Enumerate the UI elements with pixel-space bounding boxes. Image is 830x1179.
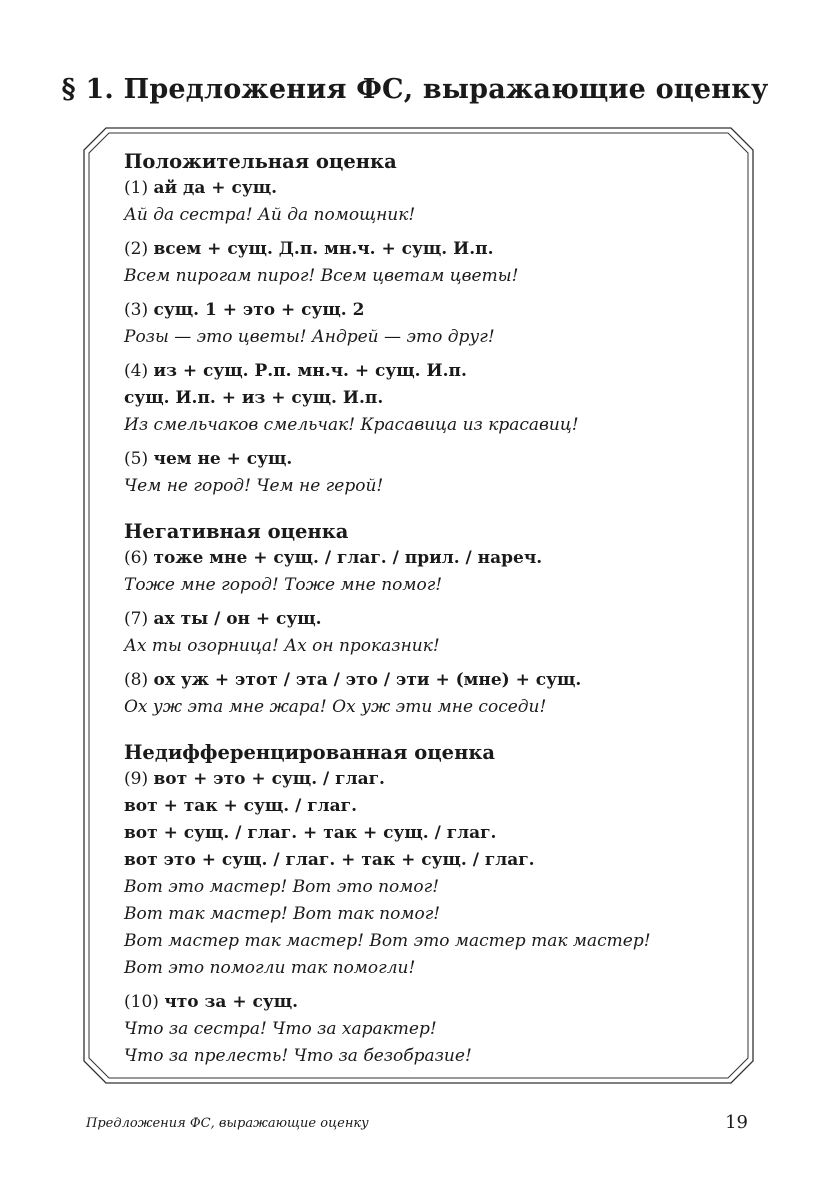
formula-pattern: вот + это + сущ. / глаг.	[153, 769, 385, 789]
formula-item	[124, 446, 724, 500]
example-sentence: Розы — это цветы! Андрей — это друг!	[124, 327, 495, 347]
example-sentence: Вот это помогли так помогли!	[124, 958, 416, 978]
example-sentence: Вот это мастер! Вот это помог!	[124, 877, 440, 897]
example-sentence: Чем не город! Чем не герой!	[124, 476, 384, 496]
example-sentence: Ох уж эта мне жара! Ох уж эти мне соседи!	[124, 697, 547, 717]
formula-number: (9)	[124, 769, 149, 789]
formula-pattern: чем не + сущ.	[153, 449, 293, 469]
formula-item	[124, 175, 724, 229]
section-2	[124, 518, 724, 721]
example-sentence: Вот мастер так мастер! Вот это мастер так мастер!	[124, 931, 651, 951]
example-sentence: Что за прелесть! Что за безобразие!	[124, 1046, 472, 1066]
formula-line	[124, 236, 724, 263]
formula-line	[124, 297, 724, 324]
formula-line	[124, 793, 724, 820]
formula-pattern: сущ. 1 + это + сущ. 2	[153, 300, 365, 320]
example-sentence: Тоже мне город! Тоже мне помог!	[124, 575, 443, 595]
formula-pattern: вот + так + сущ. / глаг.	[124, 796, 358, 816]
formula-pattern: всем + сущ. Д.п. мн.ч. + сущ. И.п.	[153, 239, 494, 259]
formula-line	[124, 989, 724, 1016]
formula-number: (6)	[124, 548, 149, 568]
section-heading: Положительная оценка	[124, 150, 397, 173]
formula-number: (10)	[124, 992, 159, 1012]
formula-line	[124, 446, 724, 473]
formula-pattern: вот это + сущ. / глаг. + так + сущ. / глаг.	[124, 850, 535, 870]
formula-number: (4)	[124, 361, 149, 381]
formula-line	[124, 545, 724, 572]
section-heading: Негативная оценка	[124, 520, 349, 543]
formula-number: (5)	[124, 449, 149, 469]
formula-line	[124, 667, 724, 694]
formula-line	[124, 606, 724, 633]
formula-number: (2)	[124, 239, 149, 259]
example-sentence: Что за сестра! Что за характер!	[124, 1019, 437, 1039]
formula-line	[124, 766, 724, 793]
formula-item	[124, 297, 724, 351]
formula-number: (7)	[124, 609, 149, 629]
formula-item	[124, 667, 724, 721]
section-heading: Недифференцированная оценка	[124, 741, 496, 764]
formula-pattern: тоже мне + сущ. / глаг. / прил. / нареч.	[153, 548, 543, 568]
formula-line	[124, 847, 724, 874]
section-3	[124, 739, 724, 1070]
page-title: § 1. Предложения ФС, выражающие оценку	[61, 74, 769, 105]
formula-pattern: ох уж + этот / эта / это / эти + (мне) + сущ.	[153, 670, 582, 690]
formula-item	[124, 766, 724, 982]
formula-item	[124, 236, 724, 290]
formula-number: (1)	[124, 178, 149, 198]
example-sentence: Из смельчаков смельчак! Красавица из красавиц!	[124, 415, 579, 435]
formula-item	[124, 545, 724, 599]
example-sentence: Всем пирогам пирог! Всем цветам цветы!	[124, 266, 519, 286]
formula-item	[124, 989, 724, 1070]
formula-item	[124, 358, 724, 439]
formula-pattern: из + сущ. Р.п. мн.ч. + сущ. И.п.	[153, 361, 467, 381]
example-sentence: Ай да сестра! Ай да помощник!	[124, 205, 416, 225]
example-sentence: Вот так мастер! Вот так помог!	[124, 904, 441, 924]
formula-line	[124, 175, 724, 202]
formula-list	[124, 148, 724, 1077]
formula-pattern: ах ты / он + сущ.	[153, 609, 322, 629]
section-1	[124, 148, 724, 500]
page-number: 19	[725, 1112, 748, 1133]
formula-pattern: вот + сущ. / глаг. + так + сущ. / глаг.	[124, 823, 497, 843]
formula-pattern: ай да + сущ.	[153, 178, 278, 198]
formula-pattern: сущ. И.п. + из + сущ. И.п.	[124, 388, 384, 408]
example-sentence: Ах ты озорница! Ах он проказник!	[124, 636, 440, 656]
formula-line	[124, 820, 724, 847]
formula-line	[124, 358, 724, 385]
formula-item	[124, 606, 724, 660]
formula-line	[124, 385, 724, 412]
formula-number: (3)	[124, 300, 149, 320]
formula-pattern: что за + сущ.	[164, 992, 299, 1012]
formula-number: (8)	[124, 670, 149, 690]
running-footer-title: Предложения ФС, выражающие оценку	[86, 1116, 369, 1131]
